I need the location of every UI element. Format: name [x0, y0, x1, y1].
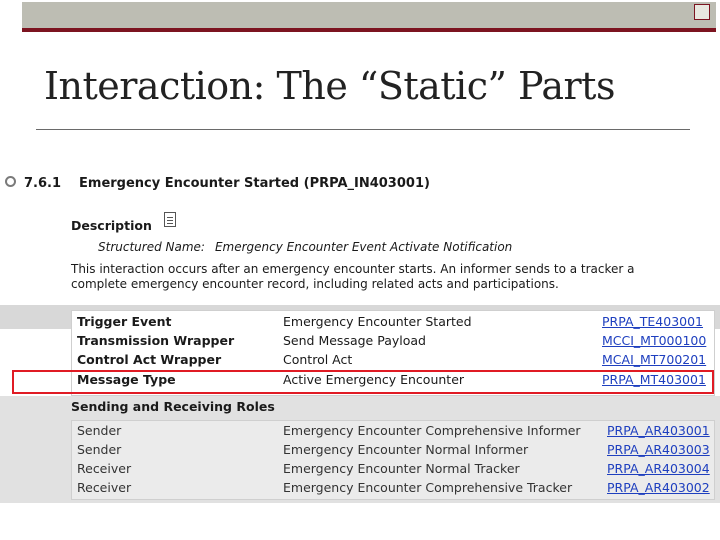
- role-value: Emergency Encounter Normal Informer: [283, 442, 529, 457]
- title-divider: [36, 129, 690, 130]
- description-text: This interaction occurs after an emergency encounter starts. An informer sends to a tracker a complete emergency encounter record, including related acts and participations.: [71, 262, 635, 291]
- slide-title: Interaction: The “Static” Parts: [44, 64, 615, 108]
- role-label: Receiver: [77, 480, 132, 495]
- section-title: Emergency Encounter Started (PRPA_IN403001): [79, 176, 430, 191]
- role-code-link[interactable]: PRPA_AR403004: [607, 461, 710, 476]
- role-label: Sender: [77, 442, 122, 457]
- slide-header-bar: [22, 2, 716, 32]
- role-label: Sender: [77, 423, 122, 438]
- row-code-link[interactable]: PRPA_TE403001: [602, 314, 704, 329]
- message-type-highlight-box: [12, 370, 714, 394]
- role-value: Emergency Encounter Comprehensive Tracker: [283, 480, 573, 495]
- row-label: Transmission Wrapper: [77, 333, 235, 348]
- structured-name-value: Emergency Encounter Event Activate Notification: [214, 240, 513, 254]
- row-code-link[interactable]: MCCI_MT000100: [602, 333, 707, 348]
- row-value: Active Emergency Encounter: [283, 372, 465, 387]
- role-value: Emergency Encounter Normal Tracker: [283, 461, 520, 476]
- row-label: Trigger Event: [77, 314, 172, 329]
- description-label: Description: [71, 218, 152, 233]
- structured-name: [98, 240, 512, 254]
- table-row: [0, 352, 720, 371]
- roles-row: [0, 480, 720, 499]
- roles-heading: Sending and Receiving Roles: [71, 399, 275, 414]
- hollow-circle-bullet-icon: [5, 176, 16, 187]
- roles-row: [0, 442, 720, 461]
- section-number: 7.6.1: [24, 176, 62, 191]
- corner-box-icon: [694, 4, 710, 20]
- role-value: Emergency Encounter Comprehensive Informer: [283, 423, 581, 438]
- structured-name-label: Structured Name:: [98, 240, 205, 254]
- role-code-link[interactable]: PRPA_AR403001: [607, 423, 710, 438]
- role-label: Receiver: [77, 461, 132, 476]
- row-label: Control Act Wrapper: [77, 352, 222, 367]
- role-code-link[interactable]: PRPA_AR403003: [607, 442, 710, 457]
- roles-row: [0, 423, 720, 442]
- table-row: [0, 333, 720, 352]
- row-label: Message Type: [77, 372, 176, 387]
- role-code-link[interactable]: PRPA_AR403002: [607, 480, 710, 495]
- table-row: [0, 314, 720, 333]
- document-icon[interactable]: [164, 212, 176, 227]
- row-value: Control Act: [283, 352, 353, 367]
- row-value: Emergency Encounter Started: [283, 314, 472, 329]
- section-heading: [24, 176, 430, 191]
- row-code-link[interactable]: PRPA_MT403001: [602, 372, 706, 387]
- row-code-link[interactable]: MCAI_MT700201: [602, 352, 707, 367]
- roles-row: [0, 461, 720, 480]
- row-value: Send Message Payload: [283, 333, 426, 348]
